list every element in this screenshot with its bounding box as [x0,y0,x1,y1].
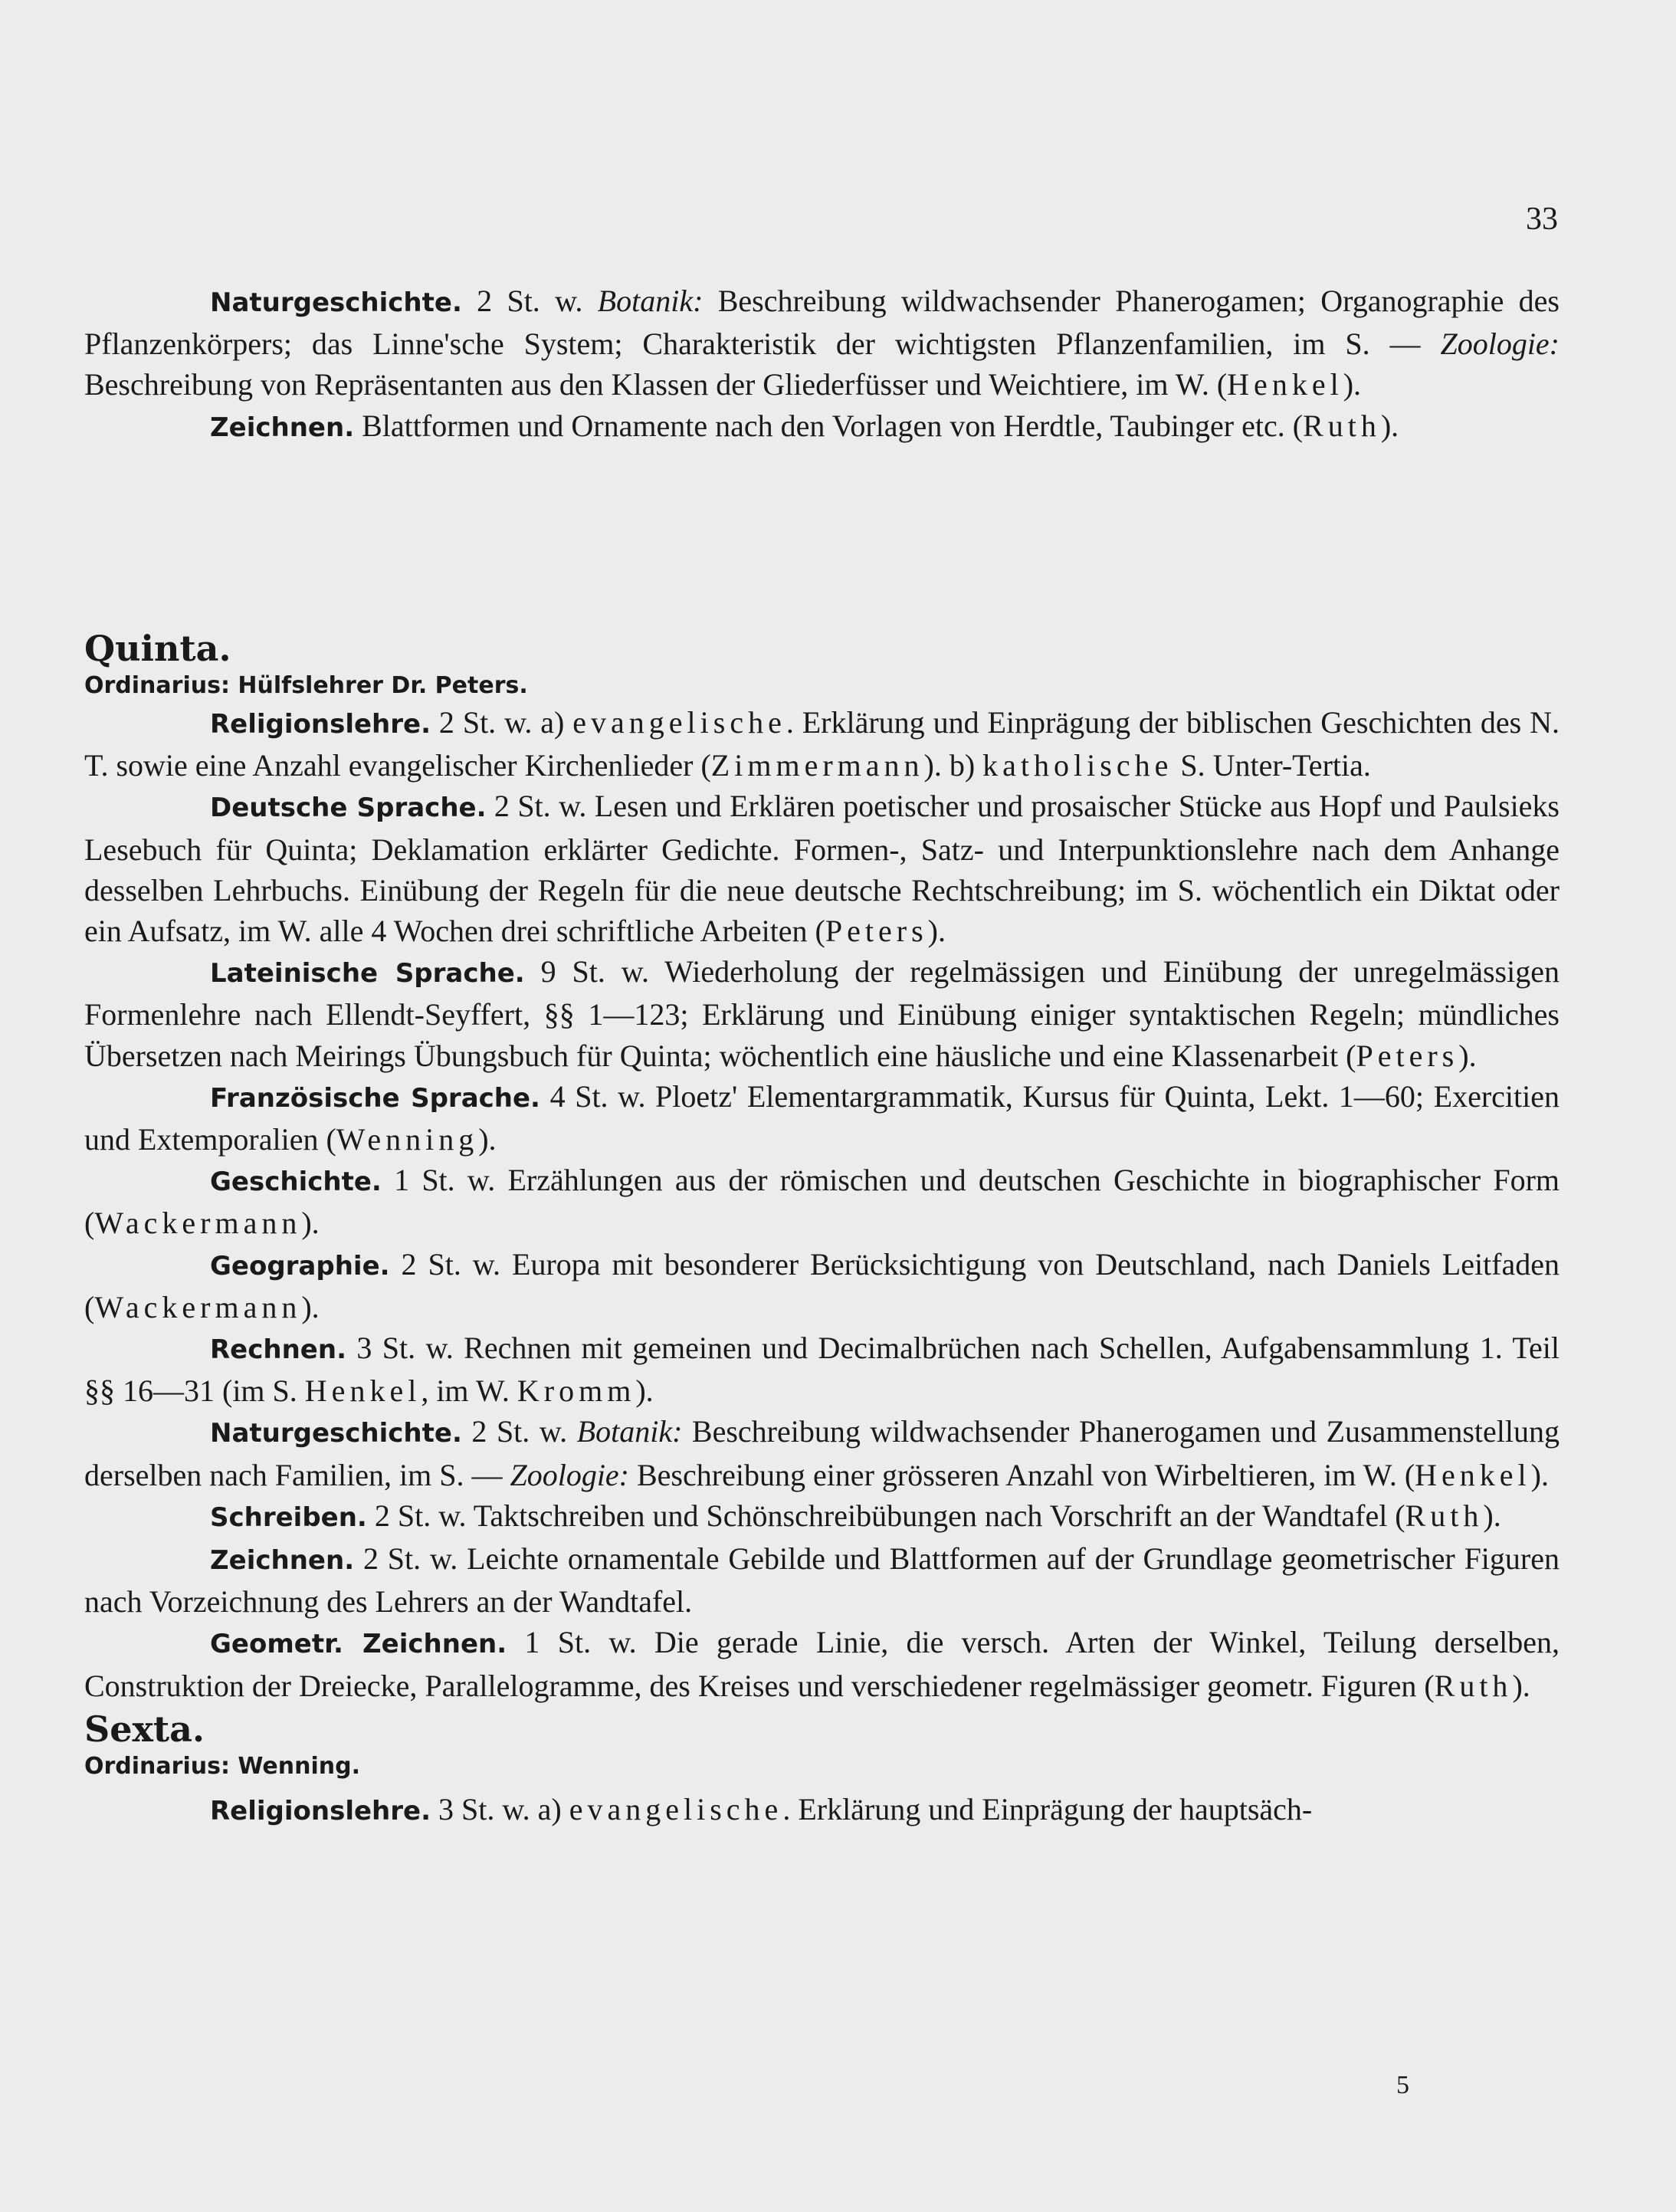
body-text: ). [635,1373,654,1409]
spaced-name: katholische [982,748,1173,783]
spaced-name: Henkel [304,1373,421,1409]
body-text: 1 St. w. Die gerade Linie, die versch. Arten der Winkel, Teilung derselben, Construktion der Dreiecke, Parallelogramme, des Kreises und verschiedener regelmässiger geometr. Figuren ( [84,1625,1560,1703]
spaced-name: evangelische [572,705,786,740]
body-text: 2 St. w. Leichte ornamentale Gebilde und Blattformen auf der Grundlage geometrischer Figuren nach Vorzeichnung des Lehrers an der Wandtafel. [84,1541,1560,1620]
body-text: 4 St. w. Ploetz' Elementargrammatik, Kursus für Quinta, Lekt. 1—60; Exercitien und Extemporalien ( [84,1078,1560,1157]
subject-heading: Zeichnen. [210,1545,355,1577]
subject-paragraph [84,1328,1560,1411]
subject-paragraph [84,1411,1560,1495]
body-text: 2 St. w. Europa mit besonderer Berücksichtigung von Deutschland, nach Daniels Leitfaden ( [84,1246,1560,1324]
body-text: S. Unter-Tertia. [1173,748,1371,783]
spaced-name: Peters [1356,1038,1459,1073]
body-text: 2 St. w. Lesen und Erklären poetischer und prosaischer Stücke aus Hopf und Paulsieks Lesebuch für Quinta; Deklamation erklärter Gedichte. Formen-, Satz- und Interpunktionslehre nach dem Anhange desselben Lehrbuchs. Einübung der Regeln für die neue deutsche Rechtschreibung; im S. wöchentlich ein Diktat oder ein Aufsatz, im W. alle 4 Wochen drei schriftliche Arbeiten ( [84,789,1560,949]
subject-heading: Geometr. Zeichnen. [210,1629,507,1660]
subject-heading: Geschichte. [210,1167,382,1198]
body-text: 2 St. w. Taktschreiben und Schönschreibübungen nach Vorschrift an der Wandtafel ( [366,1498,1405,1533]
subject-paragraph [84,1244,1560,1328]
subject-paragraph [84,702,1560,786]
top-continuation-block [84,281,1560,448]
subject-heading: Deutsche Sprache. [210,793,487,824]
body-text: Beschreibung einer grösseren Anzahl von Wirbeltieren, im W. ( [629,1457,1415,1492]
spaced-name: Zimmermann [710,748,924,783]
topic-label: Zoologie: [1440,327,1560,362]
body-text: Beschreibung wildwachsender Phanerogamen; Organographie des Pflanzenkörpers; das Linne'sche System; Charakteristik der wichtigsten Pflanzenfamilien, im S. — [84,284,1560,362]
body-text: . Erklärung und Einprägung der hauptsäch- [782,1791,1313,1826]
spaced-name: Ruth [1405,1498,1484,1533]
subject-heading: Lateinische Sprache. [210,958,525,989]
body-text: 9 St. w. Wiederholung der regelmässigen und Einübung der unregelmässigen Formenlehre nach Ellendt-Seyffert, §§ 1—123; Erklärung und Einübung einiger syntaktischen Regeln; mündliches Übersetzen nach Meirings Übungsbuch für Quinta; wöchentlich eine häusliche und eine Klassenarbeit ( [84,954,1560,1073]
body-text: ). [478,1122,497,1157]
signature-mark: 5 [1396,2071,1409,2099]
subject-paragraph [84,1495,1560,1538]
body-text: ). [301,1289,320,1324]
topic-label: Botanik: [576,1414,683,1449]
body-text: 1 St. w. Erzählungen aus der römischen und deutschen Geschichte in biographischer Form ( [84,1163,1560,1241]
quinta-ordinarius: Ordinarius: Hülfslehrer Dr. Peters. [84,672,528,699]
body-text: ). b) [923,748,983,783]
subject-heading: Naturgeschichte. [210,1418,462,1449]
subject-paragraph [84,281,1560,405]
spaced-name: Henkel [1415,1457,1531,1492]
body-text: ). [1343,367,1362,402]
subject-paragraph [84,1789,1560,1832]
body-text: 2 St. w. [461,284,598,318]
subject-heading: Schreiben. [210,1501,367,1533]
subject-paragraph [84,786,1560,951]
subject-heading: Geographie. [210,1250,390,1282]
sexta-ordinarius: Ordinarius: Wenning. [84,1752,360,1780]
subject-heading: Zeichnen. [210,412,355,443]
subject-paragraph [84,951,1560,1076]
topic-label: Botanik: [597,284,704,318]
spaced-name: evangelische [569,1791,783,1826]
body-text: 3 St. w. a) [431,1791,569,1826]
quinta-subjects [84,702,1560,1706]
spaced-name: Ruth [1303,408,1381,443]
subject-paragraph [84,1538,1560,1622]
subject-paragraph [84,1076,1560,1160]
body-text: Beschreibung wildwachsender Phanerogamen und Zusammenstellung derselben nach Familien, im S. — [84,1414,1560,1492]
subject-paragraph [84,1622,1560,1705]
quinta-title: Quinta. [84,628,231,669]
subject-heading: Naturgeschichte. [210,287,462,318]
body-text: 2 St. w. [461,1414,577,1449]
subject-paragraph [84,405,1560,448]
body-text: ). [1530,1457,1549,1492]
spaced-name: Ruth [1434,1668,1513,1703]
body-text: 2 St. w. a) [431,705,573,740]
spaced-name: Peters [825,914,928,949]
body-text: ). [301,1206,320,1241]
subject-heading: Religionslehre. [210,1795,431,1826]
sexta-title: Sexta. [84,1708,205,1750]
body-text: ). [927,914,946,949]
subject-heading: Religionslehre. [210,709,431,740]
body-text: 3 St. w. Rechnen mit gemeinen und Decimalbrüchen nach Schellen, Aufgabensammlung 1. Teil §§ 16—31 (im S. [84,1331,1560,1409]
body-text: ). [1512,1668,1530,1703]
body-text: ). [1458,1038,1477,1073]
page-number: 33 [1526,202,1558,237]
body-text: ). [1380,408,1399,443]
topic-label: Zoologie: [510,1457,629,1492]
body-text: Beschreibung von Repräsentanten aus den Klassen der Gliederfüsser und Weichtiere, im W. ( [84,367,1228,402]
spaced-name: Wenning [336,1122,479,1157]
body-text: Blattformen und Ornamente nach den Vorlagen von Herdtle, Taubinger etc. ( [354,408,1304,443]
spaced-name: Kromm [517,1373,636,1409]
sexta-subjects [84,1789,1560,1832]
body-text: , im W. [421,1373,517,1409]
spaced-name: Henkel [1227,367,1343,402]
subject-heading: Rechnen. [210,1334,346,1366]
body-text: . Erklärung und Einprägung der biblischen Geschichten des N. T. sowie eine Anzahl evangelischer Kirchenlieder ( [84,705,1560,783]
spaced-name: Wackermann [94,1206,302,1241]
subject-paragraph [84,1160,1560,1243]
subject-heading: Französische Sprache. [210,1082,540,1114]
spaced-name: Wackermann [94,1289,302,1324]
quinta-section [84,627,1560,1832]
body-text: ). [1483,1498,1501,1533]
